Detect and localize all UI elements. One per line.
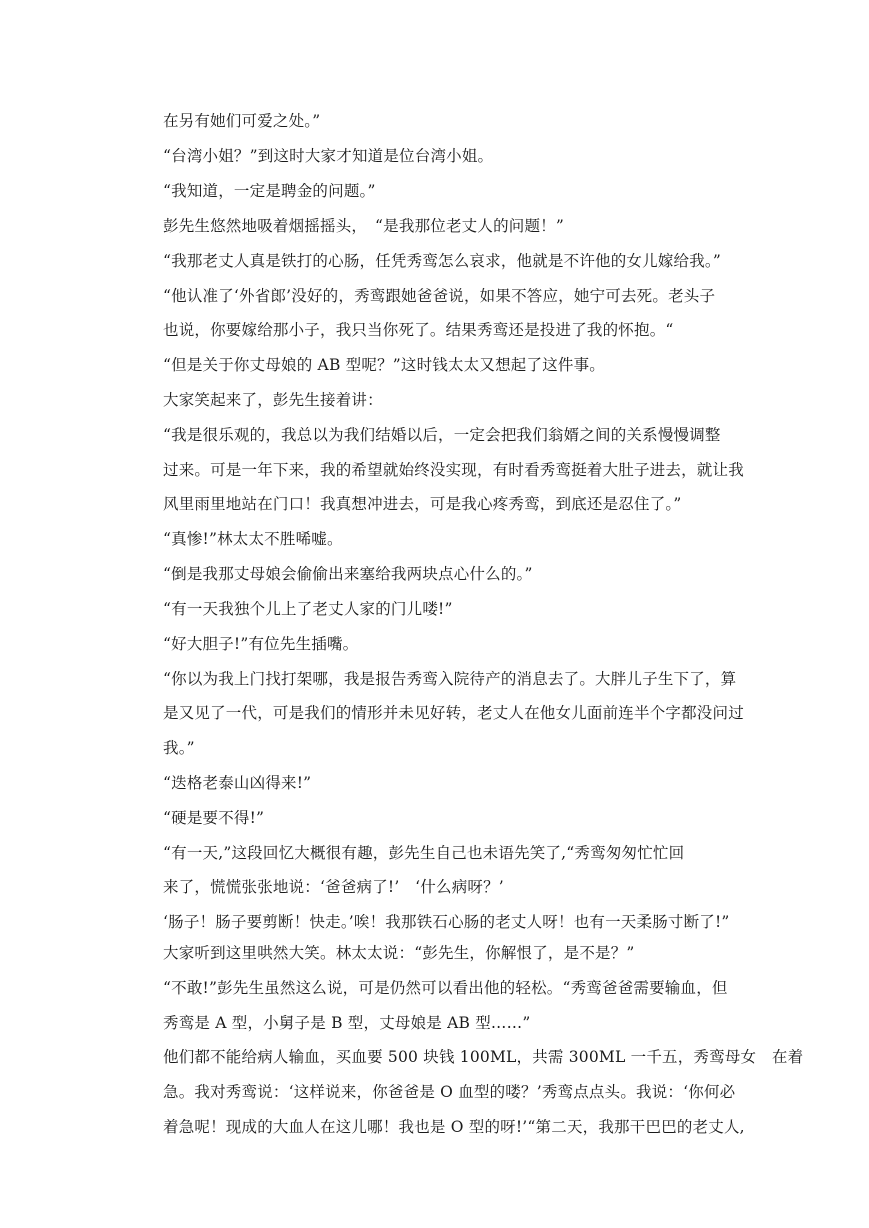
text-line: “我那老丈人真是铁打的心肠，任凭秀鸾怎么哀求，他就是不许他的女儿嫁给我。” [163,252,722,270]
text-line: “有一天我独个儿上了老丈人家的门儿喽!” [163,600,453,618]
text-line: “真惨!”林太太不胜唏嘘。 [163,530,343,548]
text-line: 也说，你要嫁给那小子，我只当你死了。结果秀鸾还是投进了我的怀抱。“ [163,321,674,339]
text-line: “有一天,”这段回忆大概很有趣，彭先生自己也未语先笑了,“秀鸾匆匆忙忙回 [163,844,685,862]
text-line: 风里雨里地站在门口！我真想冲进去，可是我心疼秀鸾，到底还是忍住了。” [163,495,682,513]
text-line: 他们都不能给病人输血，买血要 500 块钱 100ML，共需 300ML 一千五，秀鸾母女 在着 [163,1048,804,1066]
text-line: “他认准了‘外省郎’没好的，秀鸾跟她爸爸说，如果不答应，她宁可去死。老头子 [163,287,716,305]
text-line: “不敢!”彭先生虽然这么说，可是仍然可以看出他的轻松。“秀鸾爸爸需要输血，但 [163,979,728,997]
text-line: 来了，慌慌张张地说：‘爸爸病了!’ ‘什么病呀？’ [163,878,504,896]
text-line: 在另有她们可爱之处。” [163,112,321,130]
text-line: ‘肠子！肠子要剪断！快走。’唉！我那铁石心肠的老丈人呀！也有一天柔肠寸断了!” [163,913,730,931]
text-line: 我。” [163,739,195,757]
text-line: “你以为我上门找打架哪，我是报告秀鸾入院待产的消息去了。大胖儿子生下了，算 [163,670,737,688]
text-line: “我是很乐观的，我总以为我们结婚以后，一定会把我们翁婿之间的关系慢慢调整 [163,426,721,444]
text-line: 急。我对秀鸾说：‘这样说来，你爸爸是 O 血型的喽？’秀鸾点点头。我说：‘你何必 [163,1083,736,1101]
text-line: 秀鸾是 A 型，小舅子是 B 型，丈母娘是 AB 型……” [163,1014,531,1032]
text-line: “好大胆子!”有位先生插嘴。 [163,635,359,653]
text-line: “硬是要不得!” [163,809,265,827]
text-line: “倒是我那丈母娘会偷偷出来塞给我两块点心什么的。” [163,565,533,583]
text-line: “迭格老泰山凶得来!” [163,774,312,792]
text-line: “台湾小姐？”到这时大家才知道是位台湾小姐。 [163,147,494,165]
text-line: 过来。可是一年下来，我的希望就始终没实现，有时看秀鸾挺着大肚子进去，就让我 [163,461,744,479]
text-line: “我知道，一定是聘金的问题。” [163,182,376,200]
text-line: “但是关于你丈母娘的 AB 型呢？”这时钱太太又想起了这件事。 [163,356,605,374]
text-line: 大家笑起来了，彭先生接着讲： [163,391,383,409]
text-line: 是又见了一代，可是我们的情形并未见好转，老丈人在他女儿面前连半个字都没问过 [163,704,744,722]
text-line: 着急呢！现成的大血人在这儿哪！我也是 O 型的呀!’“第二天，我那干巴巴的老丈人, [163,1118,745,1136]
text-line: 彭先生悠然地吸着烟摇摇头， “是我那位老丈人的问题！” [163,217,564,235]
text-line: 大家听到这里哄然大笑。林太太说：“彭先生，你解恨了，是不是？” [163,944,635,962]
